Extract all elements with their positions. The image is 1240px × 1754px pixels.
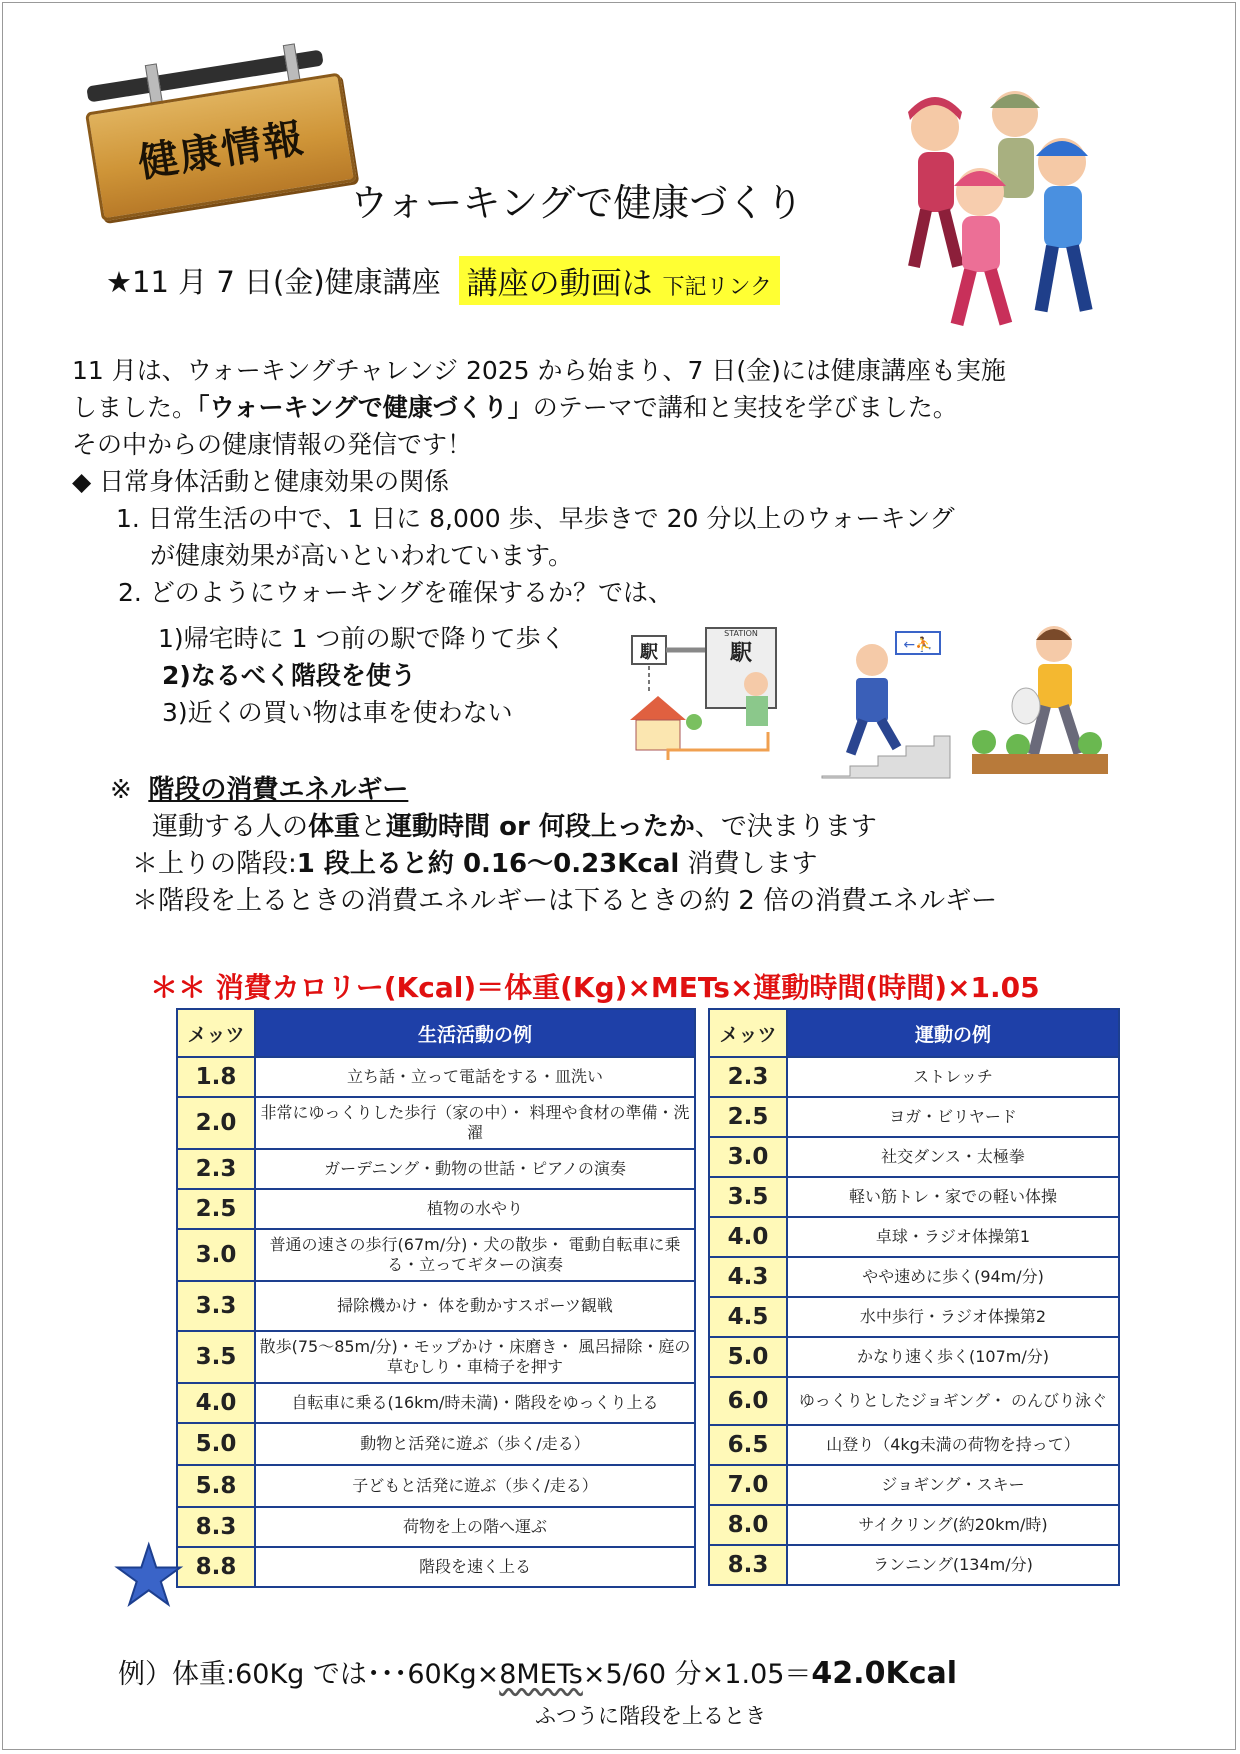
- mets-value: 8.3: [709, 1545, 787, 1585]
- table-row: [177, 1331, 695, 1383]
- sign-label: 健康情報: [134, 114, 309, 187]
- walker-3: [1035, 138, 1093, 312]
- table-row: [709, 1097, 1119, 1137]
- table-row: [709, 1297, 1119, 1337]
- s2-l2b: 1 段上ると約 0.16～0.23Kcal: [296, 849, 680, 879]
- table-row: [177, 1507, 695, 1547]
- activity-text: 非常にゆっくりした歩行（家の中）・ 料理や食材の準備・洗濯: [255, 1097, 695, 1149]
- s2-l2a: ＊上りの階段:: [132, 849, 297, 879]
- section2-line-3: ＊階段を上るときの消費エネルギーは下るときの約 2 倍の消費エネルギー: [132, 886, 998, 916]
- lecture-line: [106, 256, 780, 305]
- s2-l1c: と: [360, 812, 387, 842]
- mets-value: 7.0: [709, 1465, 787, 1505]
- mets-value: 3.0: [709, 1137, 787, 1177]
- intro-paragraph: [72, 352, 1182, 500]
- example-note: ふつうに階段を上るとき: [535, 1704, 766, 1728]
- table-row: [709, 1257, 1119, 1297]
- table-row: [709, 1505, 1119, 1545]
- mets-value: 4.3: [709, 1257, 787, 1297]
- table-row: [177, 1423, 695, 1465]
- table-row: [177, 1281, 695, 1331]
- example-calculation: [118, 1652, 957, 1691]
- mets-value: 2.5: [709, 1097, 787, 1137]
- activity-text: 植物の水やり: [255, 1189, 695, 1229]
- activity-text: ジョギング・スキー: [787, 1465, 1119, 1505]
- activity-text: 水中歩行・ラジオ体操第2: [787, 1297, 1119, 1337]
- page-title: ウォーキングで健康づくり: [350, 181, 804, 225]
- section2-heading: 階段の消費エネルギー: [148, 775, 409, 805]
- table-row: [177, 1097, 695, 1149]
- intro-line-1: 11 月は、ウォーキングチャレンジ 2025 から始まり、7 日(金)には健康講座も実施: [72, 356, 1006, 385]
- activity-text: 散歩(75～85m/分)・モップかけ・床磨き・ 風呂掃除・庭の草むしり・車椅子を押す: [255, 1331, 695, 1383]
- table-row: [177, 1189, 695, 1229]
- walking-group-illustration: [880, 82, 1110, 332]
- station-sign-right: 駅: [729, 641, 753, 666]
- activity-text: サイクリング(約20km/時): [787, 1505, 1119, 1545]
- video-link-text: 下記リンク: [662, 275, 773, 300]
- activity-text: ランニング(134m/分): [787, 1545, 1119, 1585]
- mets-value: 6.0: [709, 1377, 787, 1425]
- activity-text: 立ち話・立って電話をする・皿洗い: [255, 1057, 695, 1097]
- s2-l1e: 、で決まります: [694, 812, 877, 842]
- mets-value: 5.8: [177, 1465, 255, 1507]
- activity-text: 子どもと活発に遊ぶ（歩く/走る）: [255, 1465, 695, 1507]
- exercise-mets-header: メッツ: [709, 1009, 787, 1057]
- table-row: [709, 1377, 1119, 1425]
- item2-line: 2. どのようにウォーキングを確保するか？では、: [118, 578, 674, 607]
- stairs-climber-illustration: [820, 630, 952, 780]
- exercise-rows: [709, 1057, 1119, 1585]
- mets-value: 4.0: [177, 1383, 255, 1423]
- example-c: ×5/60 分×1.05＝: [582, 1659, 812, 1690]
- life-activity-rows: [177, 1057, 695, 1587]
- activity-text: ストレッチ: [787, 1057, 1119, 1097]
- life-activity-header: 生活活動の例: [255, 1009, 695, 1057]
- section2-heading-row: [110, 772, 1110, 809]
- activity-text: 動物と活発に遊ぶ（歩く/走る）: [255, 1423, 695, 1465]
- lecture-date: ★11 月 7 日(金)健康講座: [106, 265, 441, 299]
- activity-text: 自転車に乗る(16km/時未満)・階段をゆっくり上る: [255, 1383, 695, 1423]
- table-row: [709, 1217, 1119, 1257]
- mets-value: 4.5: [709, 1297, 787, 1337]
- table-row: [709, 1177, 1119, 1217]
- table-row: [709, 1465, 1119, 1505]
- subitem-1: 1)帰宅時に 1 つ前の駅で降りて歩く: [158, 624, 566, 653]
- station-illustration: [628, 622, 798, 770]
- activity-text: やや速めに歩く(94m/分): [787, 1257, 1119, 1297]
- s2-l1d: 運動時間 or 何段上ったか: [386, 812, 695, 842]
- mets-value: 6.5: [709, 1425, 787, 1465]
- walker-4: [951, 168, 1013, 326]
- video-label: 講座の動画は: [466, 266, 653, 302]
- mets-value: 2.3: [177, 1149, 255, 1189]
- star-mark: ★: [112, 1529, 186, 1624]
- table-row: [177, 1057, 695, 1097]
- subitem-3: 3)近くの買い物は車を使わない: [162, 698, 513, 727]
- item1-line-b: が健康効果が高いといわれています。: [150, 541, 574, 570]
- exercise-table: [708, 1008, 1120, 1586]
- table-row: [709, 1137, 1119, 1177]
- note-mark: ※: [110, 775, 132, 805]
- mets-value: 4.0: [709, 1217, 787, 1257]
- walker-1: [908, 97, 964, 268]
- s2-l2c: 消費します: [679, 849, 818, 879]
- table-row: [709, 1425, 1119, 1465]
- mets-value: 8.3: [177, 1507, 255, 1547]
- subitem-2: 2)なるべく階段を使う: [162, 661, 416, 690]
- mets-value: 2.0: [177, 1097, 255, 1149]
- section1-subitems: [158, 620, 678, 731]
- activity-text: 卓球・ラジオ体操第1: [787, 1217, 1119, 1257]
- table-row: [177, 1465, 695, 1507]
- item1-line-a: 1. 日常生活の中で、1 日に 8,000 歩、早歩きで 20 分以上のウォーキング: [116, 504, 955, 533]
- example-a: 例）体重:60Kg では･･･60Kg×: [118, 1659, 500, 1690]
- activity-text: 荷物を上の階へ運ぶ: [255, 1507, 695, 1547]
- exercise-header: 運動の例: [787, 1009, 1119, 1057]
- mets-value: 8.8: [177, 1547, 255, 1587]
- section2: [110, 772, 1110, 920]
- activity-text: 普通の速さの歩行(67m/分)・犬の散歩・ 電動自転車に乗る・立ってギターの演奏: [255, 1229, 695, 1281]
- table-row: [177, 1229, 695, 1281]
- activity-text: 階段を速く上る: [255, 1547, 695, 1587]
- video-link-highlight[interactable]: [459, 256, 780, 305]
- intro-line-2c: のテーマで講和と実技を学びました。: [532, 393, 958, 422]
- intro-line-2a: しました。: [72, 393, 198, 422]
- section1-heading: ◆ 日常身体活動と健康効果の関係: [72, 467, 450, 496]
- calorie-formula: ＊＊ 消費カロリー(Kcal)＝体重(Kg)×METs×運動時間(時間)×1.05: [150, 971, 1040, 1004]
- activity-text: 軽い筋トレ・家での軽い体操: [787, 1177, 1119, 1217]
- svg-text:←⛹: ←⛹: [903, 637, 933, 653]
- life-mets-header: メッツ: [177, 1009, 255, 1057]
- example-result: 42.0Kcal: [811, 1656, 957, 1691]
- mets-value: 2.3: [709, 1057, 787, 1097]
- mets-value: 3.5: [177, 1331, 255, 1383]
- shopping-walker-illustration: [970, 622, 1112, 782]
- station-sign-left: 駅: [640, 642, 658, 663]
- activity-text: 掃除機かけ・ 体を動かすスポーツ観戦: [255, 1281, 695, 1331]
- table-row: [709, 1057, 1119, 1097]
- mets-value: 5.0: [709, 1337, 787, 1377]
- activity-text: ゆっくりとしたジョギング・ のんびり泳ぐ: [787, 1377, 1119, 1425]
- intro-line-2: [72, 389, 1182, 426]
- s2-l1b: 体重: [308, 812, 361, 842]
- activity-text: ガーデニング・動物の世話・ピアノの演奏: [255, 1149, 695, 1189]
- activity-text: ヨガ・ビリヤード: [787, 1097, 1119, 1137]
- mets-value: 8.0: [709, 1505, 787, 1545]
- mets-value: 3.3: [177, 1281, 255, 1331]
- table-row: [177, 1149, 695, 1189]
- table-row: [177, 1383, 695, 1423]
- activity-text: 社交ダンス・太極拳: [787, 1137, 1119, 1177]
- mets-value: 2.5: [177, 1189, 255, 1229]
- station-label: STATION: [724, 629, 758, 638]
- mets-value: 3.5: [709, 1177, 787, 1217]
- s2-l1a: 運動する人の: [152, 812, 309, 842]
- example-mets: 8METs: [499, 1659, 583, 1690]
- mets-value: 3.0: [177, 1229, 255, 1281]
- table-row: [177, 1547, 695, 1587]
- intro-line-3: その中からの健康情報の発信です！: [72, 430, 473, 459]
- mets-value: 1.8: [177, 1057, 255, 1097]
- intro-theme: 「ウォーキングで健康づくり」: [197, 393, 533, 422]
- section1-items: [116, 500, 1096, 611]
- life-activity-table: [176, 1008, 696, 1588]
- section2-line-1: [110, 809, 1110, 846]
- activity-text: 山登り（4kg未満の荷物を持って）: [787, 1425, 1119, 1465]
- mets-value: 5.0: [177, 1423, 255, 1465]
- table-row: [709, 1337, 1119, 1377]
- activity-text: かなり速く歩く(107m/分): [787, 1337, 1119, 1377]
- table-row: [709, 1545, 1119, 1585]
- section2-line-2: [110, 846, 1110, 883]
